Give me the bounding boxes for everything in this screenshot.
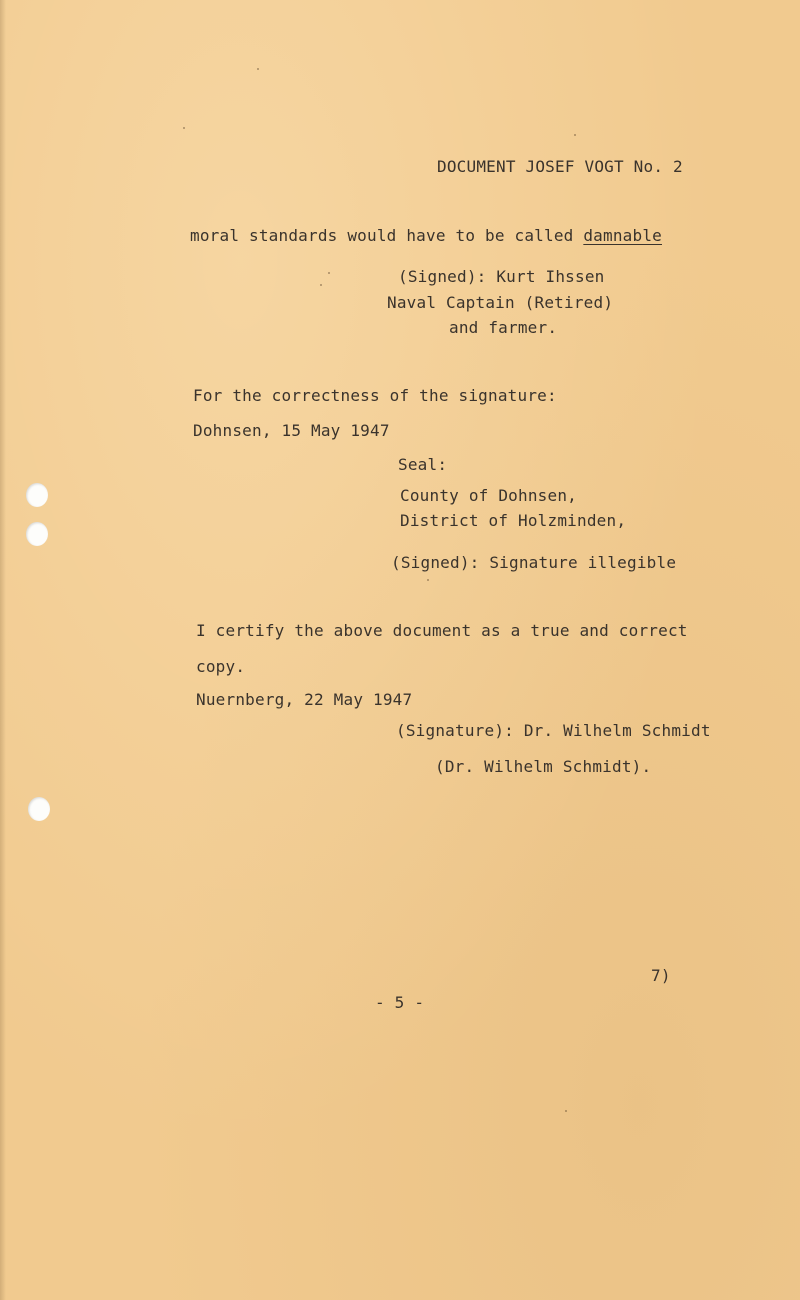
seal-label: Seal: xyxy=(398,455,448,474)
signature-1-title-2: and farmer. xyxy=(449,318,558,337)
paper-speck xyxy=(565,1110,567,1112)
document-id: DOCUMENT JOSEF VOGT No. 2 xyxy=(437,157,683,176)
certification-1-place-date: Dohnsen, 15 May 1947 xyxy=(193,421,390,440)
seal-line-2: District of Holzminden, xyxy=(400,511,627,530)
seal-line-1: County of Dohnsen, xyxy=(400,486,577,505)
body-line-1 xyxy=(190,226,662,246)
certification-2-place-date: Nuernberg, 22 May 1947 xyxy=(196,690,413,709)
punch-hole xyxy=(28,797,50,821)
certification-2-name: (Dr. Wilhelm Schmidt). xyxy=(435,757,652,776)
page-edge-shadow xyxy=(0,0,6,1300)
punch-hole xyxy=(26,483,48,507)
certification-2-statement: I certify the above document as a true and correct xyxy=(196,621,688,640)
marginal-note: 7) xyxy=(651,966,671,985)
paper-speck xyxy=(257,68,259,70)
paper-speck xyxy=(574,134,576,136)
signature-1-title: Naval Captain (Retired) xyxy=(387,293,614,312)
certification-1-statement: For the correctness of the signature: xyxy=(193,386,557,405)
paper-speck xyxy=(183,127,185,129)
paper-speck xyxy=(320,284,322,286)
certification-1-signed: (Signed): Signature illegible xyxy=(391,553,677,572)
certification-2-statement-cont: copy. xyxy=(196,657,246,676)
page-number: - 5 - xyxy=(375,993,425,1012)
punch-hole xyxy=(26,522,48,546)
body-line-1-text: moral standards would have to be called xyxy=(190,226,574,245)
paper-speck xyxy=(427,579,429,581)
paper-speck xyxy=(328,272,330,274)
emphasis-word: damnable xyxy=(583,226,662,245)
certification-2-signature: (Signature): Dr. Wilhelm Schmidt xyxy=(396,721,711,740)
signature-1-signed: (Signed): Kurt Ihssen xyxy=(398,267,605,286)
